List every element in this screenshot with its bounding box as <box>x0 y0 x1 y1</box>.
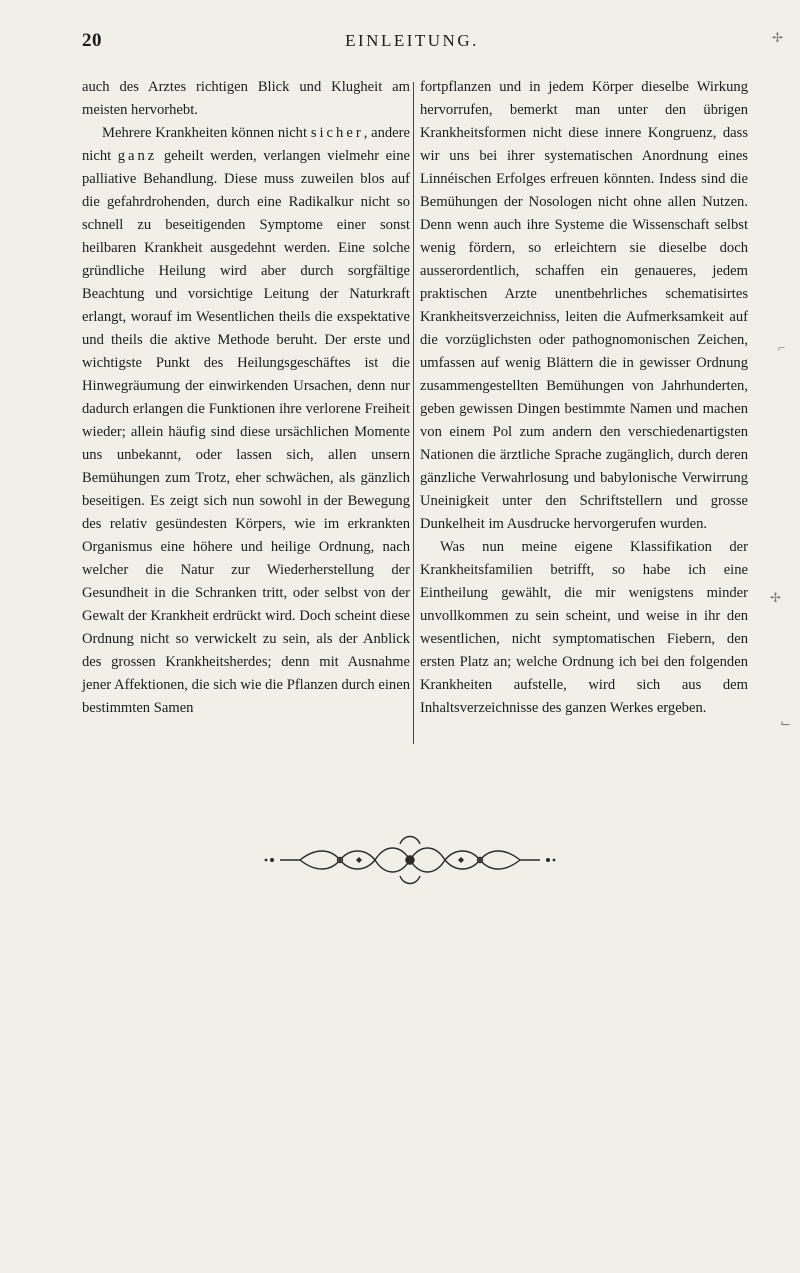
typographic-tailpiece-ornament-icon <box>260 830 560 890</box>
left-paragraph-2-start: Mehrere Krankheiten können nicht <box>102 125 311 141</box>
emphasis-ganz: ganz <box>117 148 158 164</box>
right-paragraph-1: fortpflanzen und in jedem Körper dieselbe Wirkung hervorrufen, bemerkt man unter den übrigen Krankheitsformen nicht diese innere Kongruenz, dass wir uns bei ihrer systematischen Anordnung eines Linnéischen Erfolges erfreuen könnten. Indess sind die Bemühungen der Nosologen nicht ohne allen Nutzen. Denn wenn auch ihre Systeme die Wissenschaft selbst wenig fördern, so erleichtern sie dieselbe doch ausserordentlich, schaffen ein genaueres, jedem praktischen Arzte unentbehrliches schematisirtes Krankheitsverzeichniss, leiten die Aufmerksamkeit auf die vorzüglichsten oder pathognomonischen Zeichen, umfassen auf wenig Blättern die in gewisser Ordnung zusammengestellten Bemühungen von Jahrhunderten, geben gewissen Dingen bestimmte Namen und machen von einem Pol zum andern den verschiedenartigsten Nationen die ärztliche Sprache zugänglich, durch deren gänzliche Verwahrlosung und babylonische Verwirrung Uneinigkeit unter den Schriftstellern und grosse Dunkelheit im Ausdrucke hervorgerufen wurden. <box>420 79 748 532</box>
paper-edge-mark-icon: ✢ <box>772 30 783 45</box>
paper-edge-mark-icon: ✢ <box>770 590 781 605</box>
paper-edge-mark-icon: ⌐ <box>778 340 786 355</box>
left-paragraph-2 <box>82 122 410 720</box>
left-paragraph-2-middle: , andere nicht <box>82 125 411 164</box>
running-title: EINLEITUNG. <box>345 31 479 50</box>
left-paragraph-2-rest: geheilt werden, verlangen vielmehr eine palliative Behandlung. Diese muss zuweilen blos auf die gefahrdrohenden, durch eine Radikalkur nicht so schnell zu beseitigenden Symptome einer sonst heilbaren Krankheit ausgedehnt werden. Eine solche gründliche Heilung wird aber durch sorgfältige Beachtung und vorsichtige Leitung der Naturkraft erlangt, worauf im Wesentlichen theils die exspektative und theils die aktive Methode beruht. Der erste und wichtigste Punkt des Heilungsgeschäftes ist die Hinwegräumung der einwirkenden Ursachen, denn nur dadurch erlangen die Funktionen ihre verlorene Freiheit wieder; allein häufig sind diese ursächlichen Momente uns unbekannt, oder lassen sich, allen unsern Bemühungen zum Trotz, eher schwächen, als gänzlich beseitigen. Es zeigt sich nun sowohl in der Bewegung des relativ gesündesten Körpers, wie im erkrankten Organismus eine höhere und heilige Ordnung, nach welcher die Natur zur Wiederherstellung der Gesundheit in die Schranken tritt, oder selbst von der Gewalt der Krankheit erdrückt wird. Doch scheint diese Ordnung nicht so verwickelt zu sein, als der Anblick des grossen Krankheitsherdes; denn mit Ausnahme jener Affektionen, die sich wie die Pflanzen durch einen bestimmten Samen <box>82 148 410 716</box>
right-column <box>420 76 748 720</box>
emphasis-sicher: sicher <box>310 125 364 141</box>
left-paragraph-1: auch des Arztes richtigen Blick und Klugheit am meisten hervorhebt. <box>82 79 410 118</box>
running-head <box>82 30 742 58</box>
right-paragraph-2: Was nun meine eigene Klassifikation der Krankheitsfamilien betrifft, so habe ich eine Eintheilung gewählt, die mir wenigstens minder unvollkommen zu sein scheint, und weise in ihr den wesentlichen, nicht symptomatischen Fiebern, den ersten Platz an; welche Ordnung ich bei den folgenden Krankheiten aufstelle, wird sich aus dem Inhaltsverzeichnisse des ganzen Werkes ergeben. <box>420 539 748 716</box>
paper-edge-mark-icon: ⌙ <box>780 715 791 730</box>
left-column <box>82 76 410 720</box>
column-divider <box>413 82 414 744</box>
page-number: 20 <box>82 30 102 51</box>
